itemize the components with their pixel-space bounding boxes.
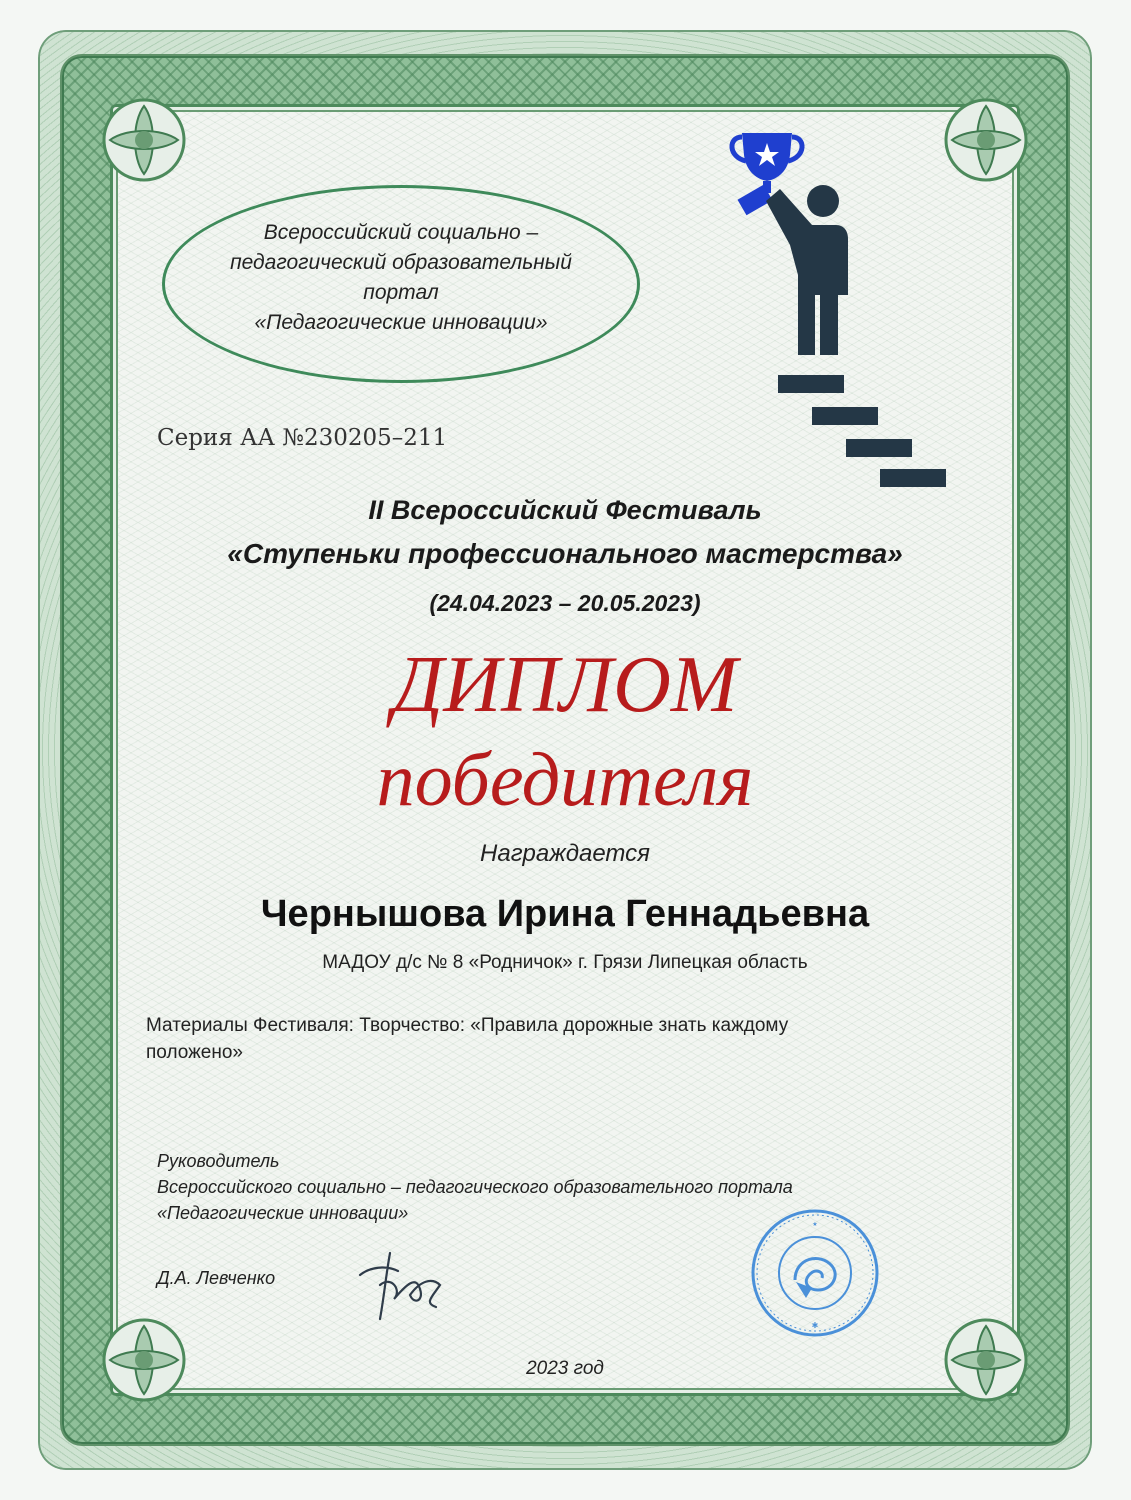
- diploma-subheading: победителя: [376, 738, 754, 822]
- corner-ornament-icon: [938, 92, 1034, 188]
- head-line: «Педагогические инновации»: [157, 1203, 409, 1223]
- signature-icon: [350, 1245, 450, 1325]
- svg-text:★: ★: [812, 1221, 818, 1228]
- portal-line: портал: [363, 281, 439, 304]
- portal-line: педагогический образовательный: [230, 251, 572, 274]
- corner-ornament-icon: [96, 92, 192, 188]
- signer-name: Д.А. Левченко: [157, 1268, 276, 1288]
- head-line: Руководитель: [157, 1151, 280, 1171]
- materials-line: положено»: [146, 1042, 243, 1063]
- recipient-name: Чернышова Ирина Геннадьевна: [260, 893, 870, 935]
- certificate-series-number: Серия АА №230205–211: [157, 425, 448, 451]
- head-line: Всероссийского социально – педагогического образовательного портала: [157, 1177, 793, 1197]
- materials-line: Материалы Фестиваля: Творчество: «Правила дорожные знать каждому: [146, 1015, 789, 1036]
- certificate-year: 2023 год: [526, 1358, 604, 1379]
- portal-name: [182, 218, 620, 338]
- diploma-heading: ДИПЛОМ: [392, 641, 738, 729]
- portal-seal-icon: [750, 1208, 880, 1338]
- festival-dates: (24.04.2023 – 20.05.2023): [429, 590, 701, 616]
- person-figure-icon: [766, 185, 848, 355]
- person-raising-trophy-on-stairs-icon: [720, 125, 950, 490]
- recipient-organization: МАДОУ д/с № 8 «Родничок» г. Грязи Липецкая область: [322, 952, 808, 973]
- festival-materials: [146, 1012, 946, 1066]
- stairs-icon: [778, 375, 946, 487]
- awarded-label: Награждается: [480, 840, 650, 867]
- svg-text:✱: ✱: [811, 1321, 819, 1330]
- festival-subtitle: «Ступеньки профессионального мастерства»: [227, 538, 903, 569]
- festival-title: II Всероссийский Фестиваль: [368, 495, 762, 525]
- portal-line: «Педагогические инновации»: [254, 311, 548, 334]
- portal-line: Всероссийский социально –: [263, 221, 539, 244]
